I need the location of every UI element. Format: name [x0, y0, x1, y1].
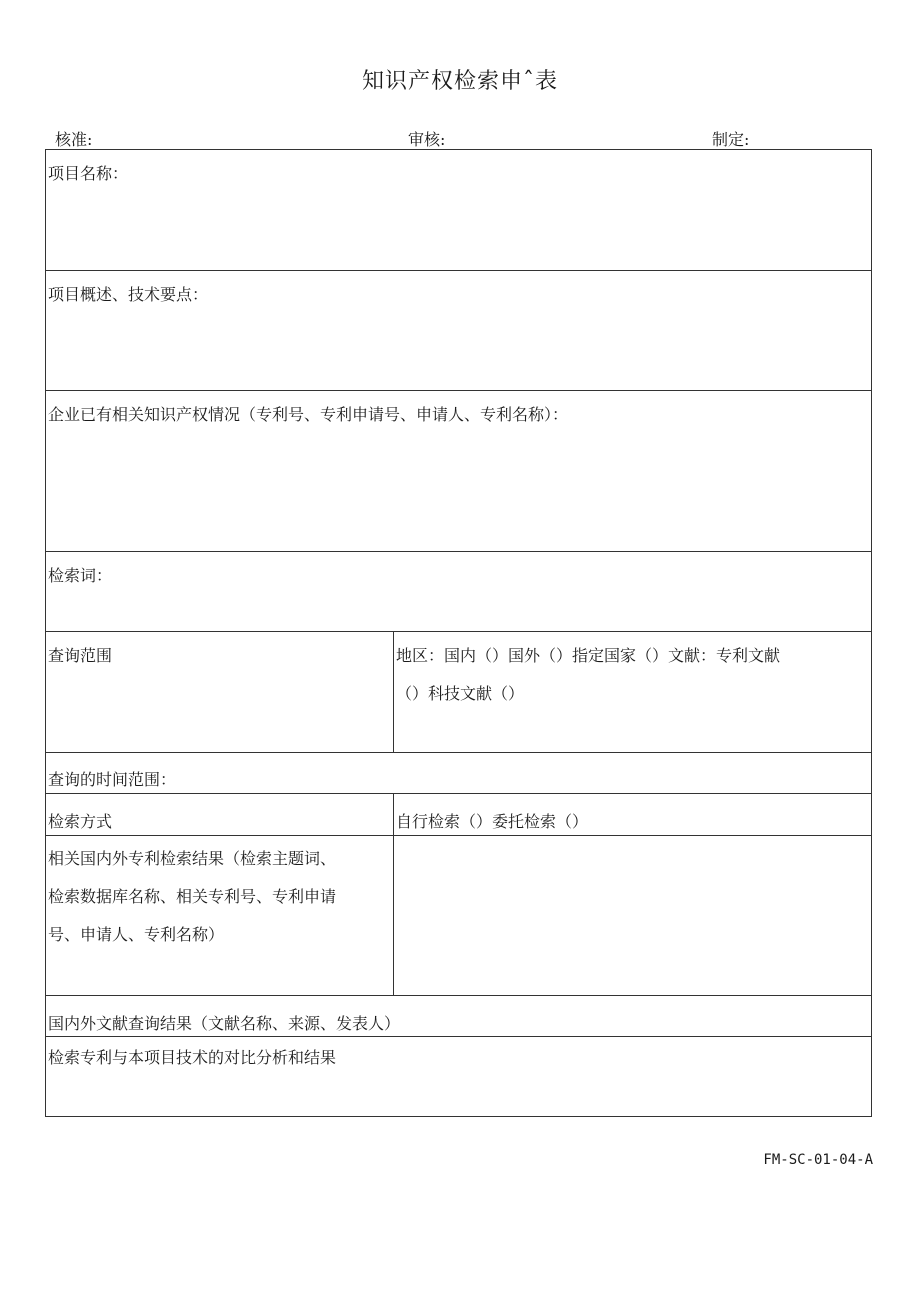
keywords-row	[46, 552, 871, 632]
project-name-row	[46, 150, 871, 271]
query-scope-label-cell	[46, 632, 394, 752]
time-range-field[interactable]	[46, 753, 871, 793]
literature-results-field[interactable]	[46, 996, 871, 1036]
patent-results-label-cell	[46, 836, 394, 995]
query-scope-label: 查询范围	[48, 646, 113, 665]
prepare-label: 制定:	[712, 130, 750, 149]
project-name-label: 项目名称：	[48, 164, 129, 183]
keywords-label: 检索词：	[48, 566, 113, 585]
comparison-row	[46, 1037, 871, 1116]
keywords-field[interactable]	[46, 552, 871, 631]
search-application-form	[45, 149, 872, 1117]
existing-ip-row	[46, 391, 871, 552]
comparison-field[interactable]	[46, 1037, 871, 1116]
query-scope-options[interactable]	[394, 632, 871, 752]
literature-results-row	[46, 996, 871, 1037]
patent-results-line-3: 号、申请人、专利名称）	[48, 925, 225, 944]
project-name-field[interactable]	[46, 150, 871, 270]
search-method-label-cell	[46, 794, 394, 835]
time-range-row	[46, 753, 871, 794]
comparison-label: 检索专利与本项目技术的对比分析和结果	[48, 1048, 337, 1067]
search-method-label: 检索方式	[48, 812, 113, 831]
existing-ip-field[interactable]	[46, 391, 871, 551]
query-scope-row	[46, 632, 871, 753]
query-scope-line-1: 地区：国内（）国外（）指定国家（）文献：专利文献	[396, 646, 781, 665]
approve-label: 核准:	[55, 130, 93, 149]
form-title: 知识产权检索申ˆ表	[361, 69, 558, 94]
search-method-value: 自行检索（）委托检索（）	[396, 812, 589, 831]
overview-row	[46, 271, 871, 391]
form-code: FM-SC-01-04-A	[763, 1152, 873, 1168]
overview-label: 项目概述、技术要点：	[48, 285, 209, 304]
query-scope-line-2: （）科技文献（）	[396, 684, 525, 703]
search-method-row	[46, 794, 871, 836]
patent-results-line-1: 相关国内外专利检索结果（检索主题词、	[48, 849, 337, 868]
existing-ip-label: 企业已有相关知识产权情况（专利号、专利申请号、申请人、专利名称）：	[48, 405, 569, 424]
overview-field[interactable]	[46, 271, 871, 390]
literature-results-label: 国内外文献查询结果（文献名称、来源、发表人）	[48, 1014, 401, 1033]
patent-results-line-2: 检索数据库名称、相关专利号、专利申请	[48, 887, 337, 906]
review-label: 审核:	[408, 130, 446, 149]
patent-results-row	[46, 836, 871, 996]
patent-results-field[interactable]	[394, 836, 871, 995]
search-method-options[interactable]	[394, 794, 871, 835]
time-range-label: 查询的时间范围：	[48, 770, 177, 789]
